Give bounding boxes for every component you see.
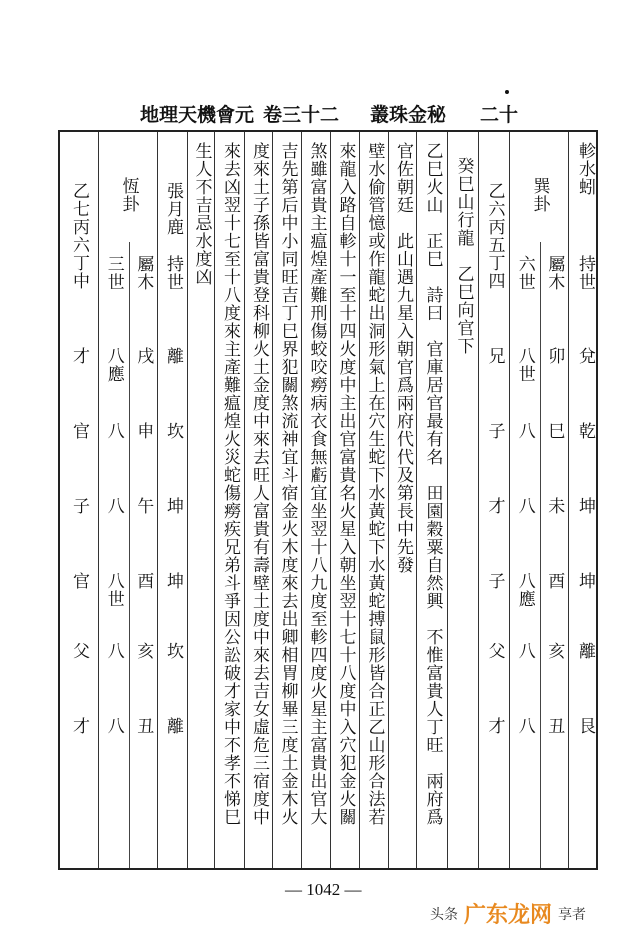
section-title: 叢珠金秘	[370, 104, 447, 126]
page-number: — 1042 —	[285, 880, 362, 899]
column-text: 煞雖富貴主瘟煌產難刑傷蛟咬癆病衣食無虧宜坐翌十八九度至軫四度火星主富貴出官大	[306, 142, 327, 826]
table-cell: 坎	[163, 422, 183, 440]
table-cell: 才	[484, 717, 505, 735]
text-column-c13	[187, 132, 214, 868]
book-title: 地理天機會元	[140, 104, 255, 126]
table-cell: 亥	[133, 642, 154, 660]
table-cell: 八	[103, 642, 124, 660]
text-column-c9	[301, 132, 330, 868]
column-heading: 乙六丙五丁四	[484, 182, 505, 290]
column-text: 生人不吉忌水度凶	[191, 142, 212, 286]
text-column-c2	[509, 132, 568, 868]
column-text: 乙巳火山 正巳 詩曰 官庫居官最有名 田園穀粟自然興 不惟富貴人丁旺 兩府爲	[422, 142, 443, 826]
page-number-chinese: 二十	[480, 104, 519, 126]
watermark-suffix: 享者	[558, 906, 587, 923]
table-cell: 三世	[103, 255, 124, 291]
column-heading: 軫水蚓	[575, 142, 595, 196]
table-cell: 艮	[575, 717, 595, 735]
table-cell: 坤	[575, 572, 595, 590]
column-text: 官佐朝廷 此山遇九星入朝官爲兩府代代及第長中先發	[393, 142, 413, 574]
table-cell: 子	[69, 497, 89, 515]
table-cell: 父	[484, 642, 505, 660]
table-cell: 離	[575, 642, 595, 660]
table-cell: 兌	[575, 347, 595, 365]
column-text: 度來土子孫皆富貴登科柳火土金度中來去旺人富貴有壽壁土度中來去吉女虛危三宿度中	[249, 142, 269, 826]
table-cell: 兄	[484, 347, 505, 365]
table-cell: 卯	[544, 347, 565, 365]
content-table	[58, 130, 598, 870]
table-cell: 八世	[514, 347, 535, 383]
table-cell: 午	[133, 497, 154, 515]
text-column-c1	[568, 132, 600, 868]
hexagram-title: 巽卦	[529, 177, 550, 213]
column-text: 來龍入路自軫十一至十四火度中主出官富貴名火星入朝坐翌十七十八度中入穴犯金火關	[335, 142, 356, 826]
table-cell: 持世	[163, 255, 183, 291]
column-text: 癸巳山行龍 乙巳向官下	[453, 157, 474, 355]
table-cell: 八	[103, 497, 124, 515]
text-column-c5	[416, 132, 447, 868]
table-cell: 未	[544, 497, 565, 515]
table-cell: 屬木	[544, 255, 565, 291]
table-cell: 坤	[163, 497, 183, 515]
table-cell: 子	[484, 422, 505, 440]
table-cell: 酉	[133, 572, 154, 590]
table-cell: 官	[69, 572, 89, 590]
table-cell: 才	[484, 497, 505, 515]
table-cell: 戌	[133, 347, 154, 365]
text-column-c4	[447, 132, 478, 868]
table-cell: 申	[133, 422, 154, 440]
text-column-c8	[330, 132, 359, 868]
table-cell: 八應	[514, 572, 535, 608]
text-column-c16	[60, 132, 98, 868]
sub-column-divider	[540, 242, 541, 868]
table-cell: 八	[514, 717, 535, 735]
table-cell: 才	[69, 347, 89, 365]
volume-label: 卷三十二	[263, 104, 340, 126]
column-text: 來去凶翌十七至十八度來主產難瘟煌火災蛇傷癆疾兄弟斗爭因公訟破才家中不孝不悌巳	[220, 142, 240, 826]
column-text: 壁水偷管憶或作龍蛇出洞形氣上在穴生蛇下水黃蛇下水黃蛇搏鼠形皆合正乙山形合法若	[364, 142, 385, 826]
table-cell: 乾	[575, 422, 595, 440]
hexagram-title: 恆卦	[118, 177, 139, 213]
table-cell: 坤	[575, 497, 595, 515]
table-cell: 亥	[544, 642, 565, 660]
table-cell: 官	[69, 422, 89, 440]
table-cell: 丑	[544, 717, 565, 735]
text-column-c3	[478, 132, 509, 868]
watermark-prefix: 头条	[430, 906, 458, 923]
table-cell: 巳	[544, 422, 565, 440]
table-cell: 才	[69, 717, 89, 735]
table-cell: 離	[163, 717, 183, 735]
text-column-c15	[98, 132, 157, 868]
table-cell: 坤	[163, 572, 183, 590]
table-cell: 八應	[103, 347, 124, 383]
text-column-c7	[359, 132, 388, 868]
running-header	[0, 96, 640, 126]
watermark-logo: 广东龙网	[464, 903, 553, 928]
text-column-c14	[157, 132, 187, 868]
table-cell: 離	[163, 347, 183, 365]
table-cell: 屬木	[133, 255, 154, 291]
dot-mark	[505, 90, 509, 94]
text-column-c12	[214, 132, 244, 868]
column-text: 吉先第后中小同旺吉丁巳界犯關煞流神宜斗宿金火木度來去出卿相胃柳畢三度土金木火	[277, 142, 298, 826]
table-cell: 八	[103, 717, 124, 735]
table-cell: 子	[484, 572, 505, 590]
table-cell: 八	[514, 422, 535, 440]
table-cell: 酉	[544, 572, 565, 590]
sub-column-divider	[129, 242, 130, 868]
text-column-c11	[244, 132, 272, 868]
table-cell: 八	[103, 422, 124, 440]
column-heading: 張月鹿	[163, 182, 183, 236]
table-cell: 八	[514, 497, 535, 515]
text-column-c10	[272, 132, 301, 868]
table-cell: 六世	[514, 255, 535, 291]
table-cell: 八	[514, 642, 535, 660]
watermark	[430, 898, 586, 929]
table-cell: 丑	[133, 717, 154, 735]
table-cell: 持世	[575, 255, 595, 291]
text-column-c6	[388, 132, 416, 868]
column-heading: 乙七丙六丁中	[69, 182, 89, 290]
table-cell: 八世	[103, 572, 124, 608]
table-cell: 坎	[163, 642, 183, 660]
table-cell: 父	[69, 642, 89, 660]
